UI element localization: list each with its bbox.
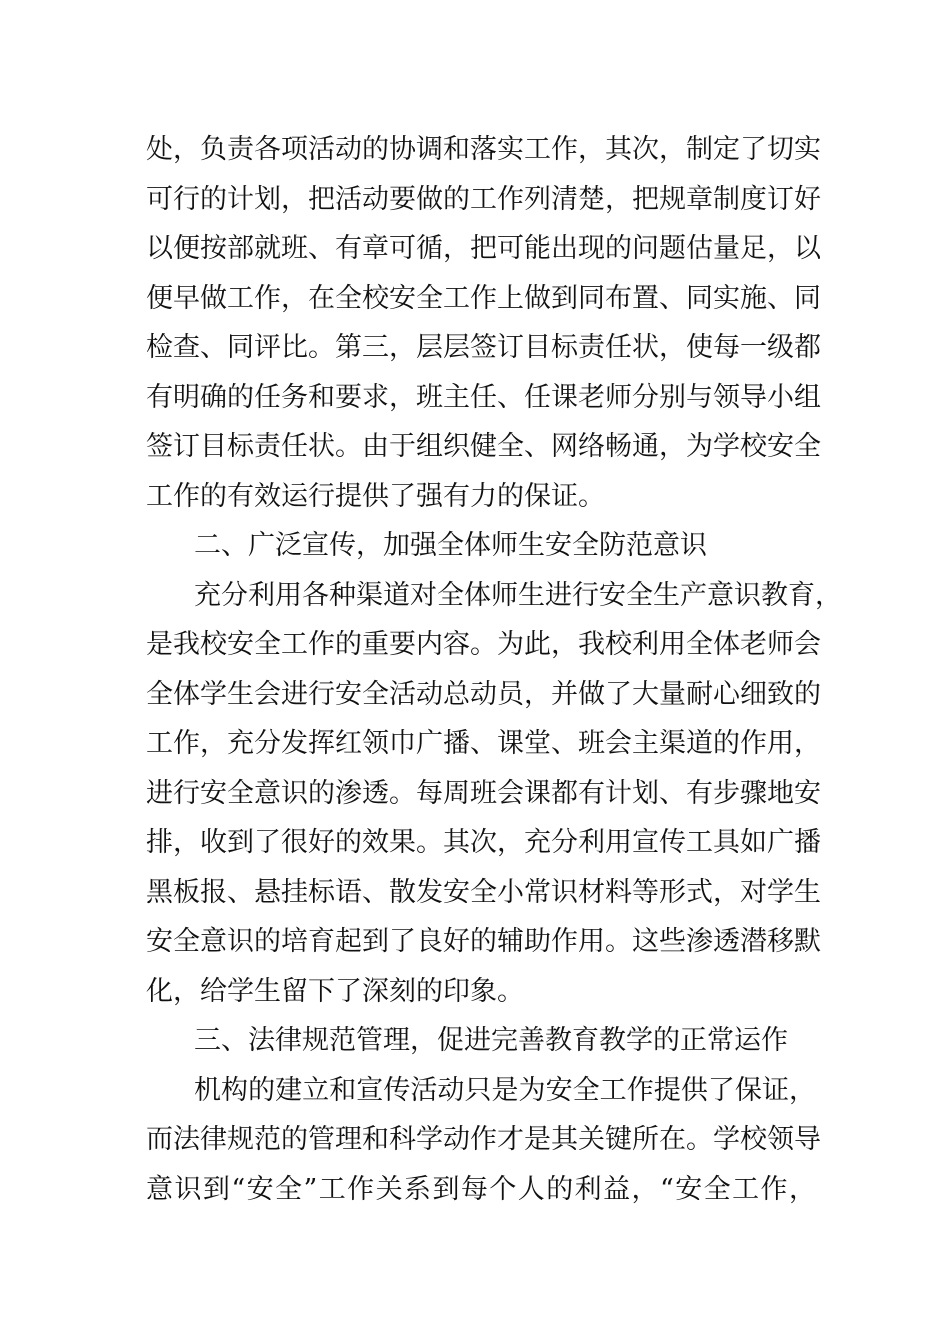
section-heading: 二、广泛宣传，加强全体师生安全防范意识 <box>194 530 707 561</box>
paragraph-line: 安全意识的培育起到了良好的辅助作用。这些渗透潜移默 <box>146 926 821 957</box>
paragraph-line: 化，给学生留下了深刻的印象。 <box>146 976 524 1007</box>
paragraph-line: 是我校安全工作的重要内容。为此，我校利用全体老师会 <box>146 629 821 660</box>
paragraph-line: 便早做工作，在全校安全工作上做到同布置、同实施、同 <box>146 283 821 314</box>
paragraph-line: 工作，充分发挥红领巾广播、课堂、班会主渠道的作用， <box>146 728 821 759</box>
paragraph-line: 以便按部就班、有章可循，把可能出现的问题估量足，以 <box>146 233 821 264</box>
paragraph-line: 处，负责各项活动的协调和落实工作，其次，制定了切实 <box>146 134 821 165</box>
paragraph-line: 充分利用各种渠道对全体师生进行安全生产意识教育， <box>194 580 842 611</box>
paragraph-line: 而法律规范的管理和科学动作才是其关键所在。学校领导 <box>146 1124 821 1155</box>
paragraph-line: 可行的计划，把活动要做的工作列清楚，把规章制度订好 <box>146 184 821 215</box>
paragraph-line: 有明确的任务和要求，班主任、任课老师分别与领导小组 <box>146 382 821 413</box>
paragraph-line: 意识到“安全”工作关系到每个人的利益，“安全工作， <box>146 1174 816 1205</box>
paragraph-line: 进行安全意识的渗透。每周班会课都有计划、有步骤地安 <box>146 778 821 809</box>
paragraph-line: 黑板报、悬挂标语、散发安全小常识材料等形式，对学生 <box>146 877 821 908</box>
paragraph-line: 全体学生会进行安全活动总动员，并做了大量耐心细致的 <box>146 679 821 710</box>
paragraph-line: 工作的有效运行提供了强有力的保证。 <box>146 481 605 512</box>
paragraph-line: 机构的建立和宣传活动只是为安全工作提供了保证， <box>194 1075 816 1106</box>
paragraph-line: 检查、同评比。第三，层层签订目标责任状，使每一级都 <box>146 332 821 363</box>
paragraph-line: 排，收到了很好的效果。其次，充分利用宣传工具如广播 <box>146 827 821 858</box>
section-heading: 三、法律规范管理，促进完善教育教学的正常运作 <box>194 1025 788 1056</box>
paragraph-line: 签订目标责任状。由于组织健全、网络畅通，为学校安全 <box>146 431 821 462</box>
